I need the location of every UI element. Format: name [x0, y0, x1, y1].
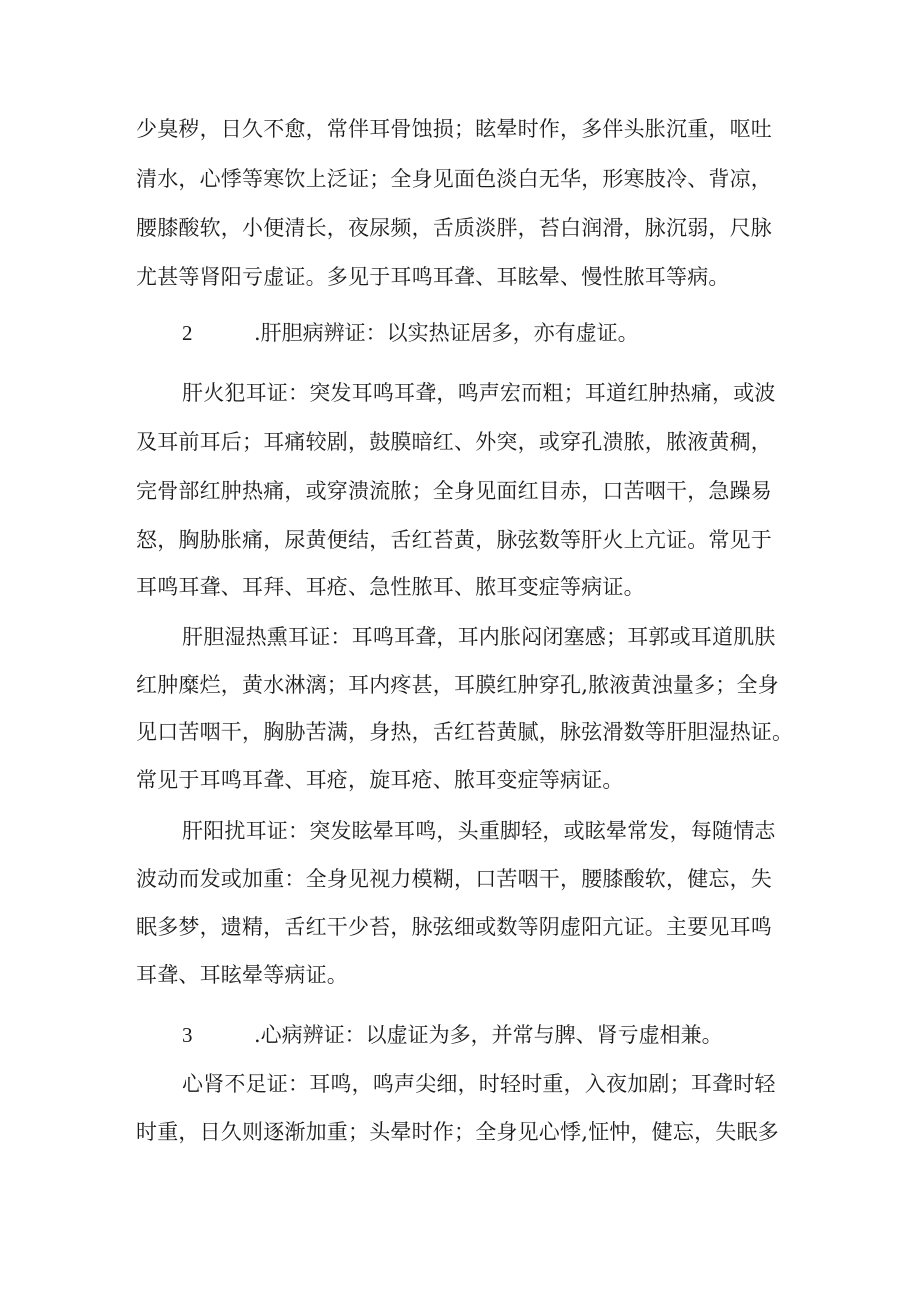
paragraph-line: 少臭秽，日久不愈，常伴耳骨蚀损；眩晕时作，多伴头胀沉重，呕吐 [136, 117, 772, 141]
paragraph-line: 及耳前耳后；耳痛较剧，鼓膜暗红、外突，或穿孔溃脓，脓液黄稠， [136, 430, 772, 454]
section-number: 2 [182, 321, 193, 345]
paragraph-line: 常见于耳鸣耳聋、耳疮，旋耳疮、脓耳变症等病证。 [136, 768, 624, 792]
paragraph-line: 腰膝酸软，小便清长，夜尿频，舌质淡胖，苔白润滑，脉沉弱，尺脉 [136, 216, 772, 240]
paragraph-line: 怒，胸胁胀痛，尿黄便结，舌红苔黄，脉弦数等肝火上亢证。常见于 [136, 528, 772, 552]
paragraph-line: 肝胆湿热熏耳证：耳鸣耳聋，耳内胀闷闭塞感；耳郭或耳道肌肤 [182, 625, 776, 649]
paragraph-line: 时重，日久则逐渐加重；头晕时作；全身见心悸,怔忡，健忘，失眠多 [136, 1120, 779, 1144]
paragraph-line: 尤甚等肾阳亏虚证。多见于耳鸣耳聋、耳眩晕、慢性脓耳等病。 [136, 265, 730, 289]
paragraph-line: 红肿糜烂，黄水淋漓；耳内疼甚，耳膜红肿穿孔,脓液黄浊量多；全身 [136, 673, 779, 697]
paragraph-line: 波动而发或加重：全身见视力模糊，口苦咽干，腰膝酸软，健忘，失 [136, 867, 772, 891]
paragraph-line: 见口苦咽干，胸胁苦满，身热，舌红苔黄腻，脉弦滑数等肝胆湿热证。 [136, 720, 794, 744]
section-number: 3 [182, 1023, 193, 1047]
paragraph-line: 耳鸣耳聋、耳拜、耳疮、急性脓耳、脓耳变症等病证。 [136, 575, 645, 599]
paragraph-line: 清水，心悸等寒饮上泛证；全身见面色淡白无华，形寒肢冷、背凉， [136, 167, 772, 191]
paragraph-line: 心肾不足证：耳鸣，鸣声尖细，时轻时重，入夜加剧；耳聋时轻 [182, 1072, 776, 1096]
paragraph-line: 眠多梦，遗精，舌红干少苔，脉弦细或数等阴虚阳亢证。主要见耳鸣 [136, 915, 772, 939]
paragraph-line: 肝阳扰耳证：突发眩晕耳鸣，头重脚轻，或眩晕常发，每随情志 [182, 819, 776, 843]
section-heading: .肝胆病辨证：以实热证居多，亦有虚证。 [254, 321, 639, 345]
paragraph-line: 完骨部红肿热痛，或穿溃流脓；全身见面红目赤，口苦咽干，急躁易 [136, 479, 772, 503]
paragraph-line: 肝火犯耳证：突发耳鸣耳聋，鸣声宏而粗；耳道红肿热痛，或波 [182, 381, 776, 405]
paragraph-line: 耳聋、耳眩晕等病证。 [136, 963, 348, 987]
section-heading: .心病辨证：以虚证为多，并常与脾、肾亏虚相兼。 [254, 1023, 723, 1047]
